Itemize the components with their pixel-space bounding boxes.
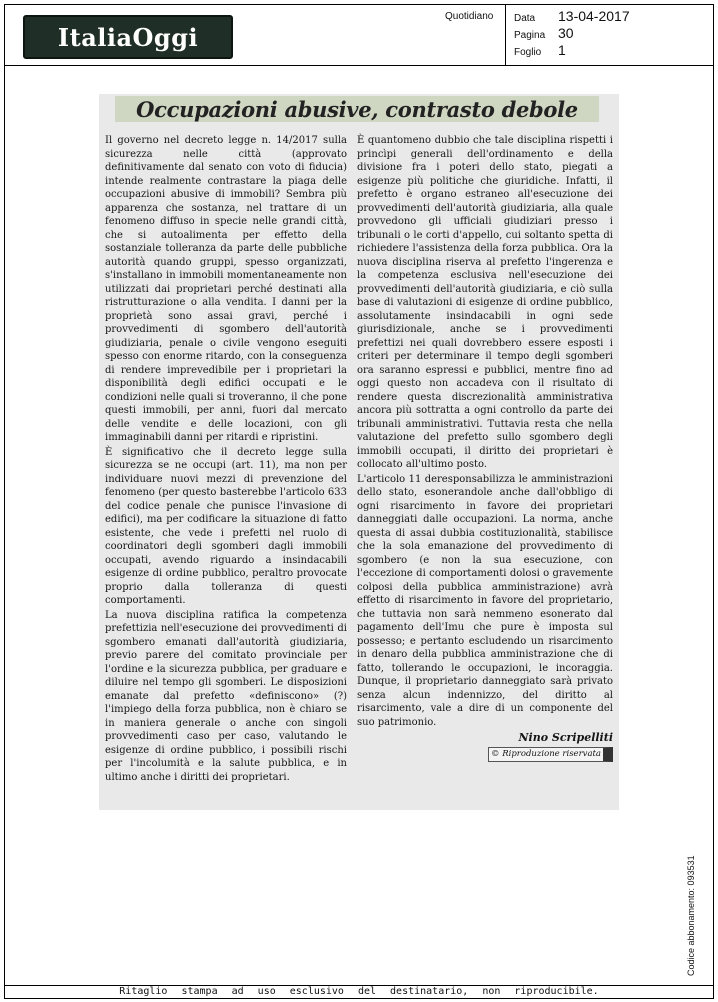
meta-value: 13-04-2017 <box>558 8 630 24</box>
article-column-left <box>105 134 347 794</box>
logo-text: ItaliaOggi <box>57 22 199 52</box>
article-title: Occupazioni abusive, contrasto debole <box>136 96 578 122</box>
newspaper-logo <box>23 15 233 59</box>
meta-row-sheet <box>514 42 716 59</box>
clipping-frame <box>4 66 714 986</box>
subscription-code <box>686 855 700 986</box>
article-paragraph: L'articolo 11 deresponsabilizza le amministrazioni dello stato, esonerandole anche dall'obbligo di ogni risarcimento in favore dei proprietari danneggiati dalle occupazioni. La norma, anche questa di assai dubbia costituzionalità, stabilisce che la sola emanazione del provvedimento di sgombero (e non la sua esecuzione, con l'eccezione di comportamenti dolosi o gravemente colposi della pubblica amministrazione) avrà effetto di risarcimento in favore del proprietario, che tuttavia non sarà nemmeno esonerato dal pagamento dell'Imu che pure è imposta sul possesso; e pertanto escludendo un risarcimento in denaro della pubblica amministrazione che di fatto, tollerando le occupazioni, le incoraggia. Dunque, il proprietario danneggiato sarà privato senza alcun indennizzo, del diritto al risarcimento, vale a dire di un componente del suo patrimonio. <box>357 473 613 728</box>
page-header <box>4 4 714 66</box>
page-footer: Ritaglio stampa ad uso esclusivo del destinatario, non riproducibile. <box>4 985 714 999</box>
copyright-wrap <box>357 747 613 763</box>
meta-row-page <box>514 25 716 42</box>
meta-label: Foglio <box>514 47 542 58</box>
meta-value: 30 <box>558 25 574 41</box>
author-byline: Nino Scripelliti <box>518 731 613 744</box>
article-paragraph: Il governo nel decreto legge n. 14/2017 sulla sicurezza nelle città (approvato definitivamente dal senato con voto di fiducia) intende realmente contrastare la piaga delle occupazioni abusive di immobili? Sembra più apparenza che sostanza, nel trattare di un fenomeno diffuso in specie nelle grandi città, che si autoalimenta per effetto della sostanziale tolleranza da parte delle pubbliche autorità quando gruppi, spesso organizzati, s'installano in immobili momentaneamente non utilizzati dai proprietari perché destinati alla ristrutturazione o alla vendita. I danni per la proprietà sono assai gravi, perché i provvedimenti di sgombero dell'autorità giudiziaria, penale o civile vengono eseguiti spesso con enorme ritardo, con la conseguenza di rendere imprevedibile per i proprietari la disponibilità degli edifici occupati e le condizioni nelle quali si troveranno, il che pone questi immobili, per anni, fuori dal mercato delle vendite e delle locazioni, con gli immaginabili danni per ritardi e ripristini. <box>105 135 347 443</box>
article-paragraph: La nuova disciplina ratifica la competenza prefettizia nell'esecuzione dei provvedimenti di sgombero emanati dall'autorità giudiziaria, previo parere del comitato provinciale per l'ordine e la sicurezza pubblica, per graduare e diluire nel tempo gli sgomberi. Le disposizioni emanate dal prefetto «definiscono» (?) l'impiego della forza pubblica, non è chiaro se in maniera generale o anche con singoli provvedimenti caso per caso, valutando le esigenze di ordine pubblico, i possibili rischi per l'incolumità e la salute pubblica, e in ultimo anche i diritti dei proprietari. <box>105 609 347 783</box>
meta-row-date <box>514 8 716 25</box>
meta-value: 1 <box>558 42 566 58</box>
meta-label: Pagina <box>514 30 546 41</box>
article-paragraph: È quantomeno dubbio che tale disciplina rispetti i princìpi generali dell'ordinamento e della divisione fra i poteri dello stato, piegati a esigenze più politiche che giuridiche. Infatti, il prefetto è organo estraneo all'esecuzione dei provvedimenti dell'autorità giudiziaria, alla quale provvedono gli ufficiali giudiziari presso i tribunali o le corti d'appello, cui soltanto spetta di richiedere l'assistenza della forza pubblica. Ora la nuova disciplina riserva al prefetto l'ingerenza e la competenza esclusiva nell'esecuzione dei provvedimenti dell'autorità giudiziaria, e ciò sulla base di valutazioni di esigenze di ordine pubblico, assolutamente insindacabili in ogni sede giurisdizionale, anche se i provvedimenti prefettizi nei quali dovrebbero essere esposti i criteri per determinare il tempo degli sgomberi ora saranno espressi e pubblici, mentre fino ad oggi questo non accadeva con il risultato di rendere questa discrezionalità amministrativa ancora più sottratta a ogni controllo da parte dei tribunali amministrativi. Tuttavia resta che nella valutazione del prefetto sullo sgombero degli immobili occupati, il diritto dei proprietari è collocato all'ultimo posto. <box>357 135 613 470</box>
copyright-notice: © Riproduzione riservata <box>488 747 613 763</box>
subscription-code-text: Codice abbonamento: 093531 <box>686 855 696 976</box>
article-title-banner <box>115 96 599 122</box>
meta-label: Data <box>514 13 536 24</box>
metadata-box <box>505 4 716 66</box>
article-column-right <box>357 134 613 794</box>
publication-type: Quotidiano <box>445 11 494 22</box>
article-paragraph: È significativo che il decreto legge sulla sicurezza se ne occupi (art. 11), ma non per individuare nuovi mezzi di prevenzione del fenomeno (per questo basterebbe l'articolo 633 del codice penale che punisce l'invasione di edifici), ma per codificare la situazione di fatto esistente, che vede i prefetti nel ruolo di coordinatori degli sgomberi dagli immobili occupati, avendo riguardo a insindacabili esigenze di ordine pubblico, peraltro provocate proprio dalla tolleranza di questi comportamenti. <box>105 446 347 606</box>
